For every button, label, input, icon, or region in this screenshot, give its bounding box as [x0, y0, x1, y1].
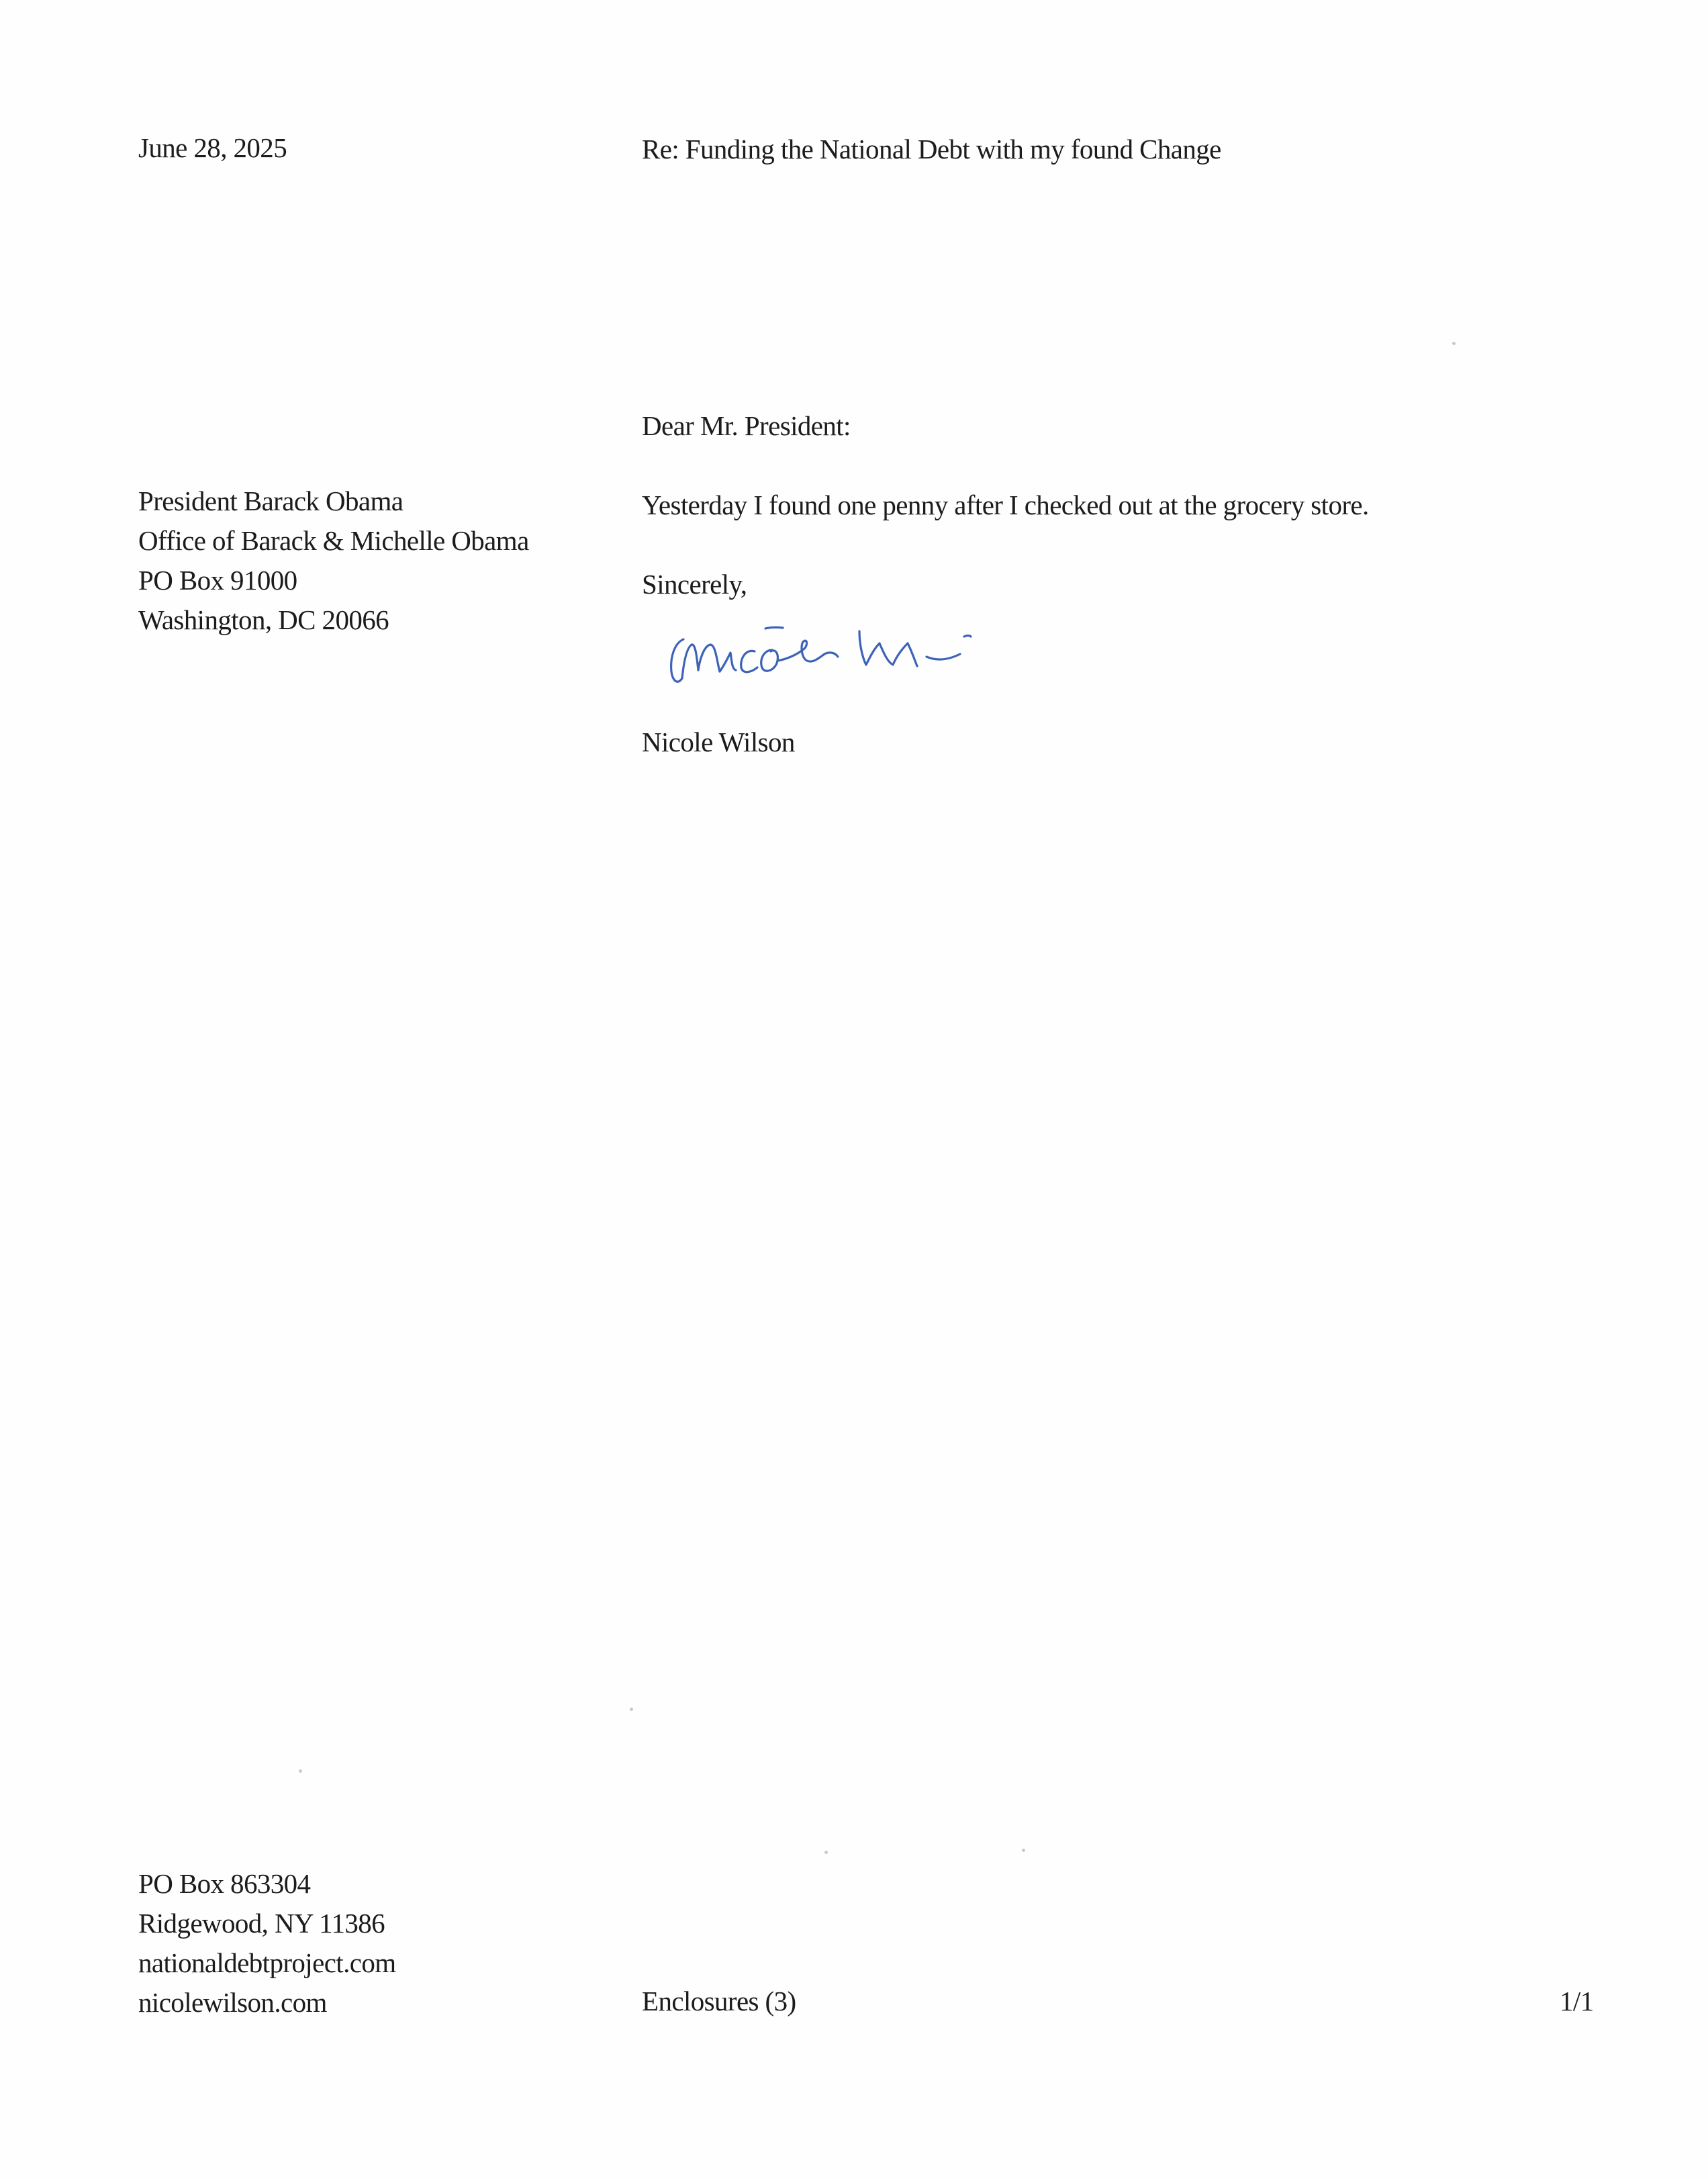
sender-po-box: PO Box 863304 [138, 1868, 311, 1899]
letter-body: Yesterday I found one penny after I checked out at the grocery store. [642, 490, 1369, 520]
sender-city: Ridgewood, NY 11386 [138, 1908, 385, 1939]
page-number: 1/1 [1560, 1986, 1594, 2016]
scan-speck [630, 1708, 633, 1711]
recipient-address [138, 481, 529, 640]
recipient-city: Washington, DC 20066 [138, 604, 389, 635]
recipient-office: Office of Barack & Michelle Obama [138, 525, 529, 556]
scan-speck [299, 1769, 302, 1773]
sender-website-project: nationaldebtproject.com [138, 1947, 396, 1978]
scan-speck [1452, 342, 1456, 345]
scan-speck [1022, 1849, 1025, 1852]
subject-line: Re: Funding the National Debt with my found Change [642, 134, 1221, 165]
recipient-name: President Barack Obama [138, 485, 404, 516]
handwritten-signature-icon [665, 604, 980, 695]
letter-date: June 28, 2025 [138, 132, 287, 163]
scan-speck [824, 1851, 828, 1854]
salutation: Dear Mr. President: [642, 410, 851, 441]
sender-address [138, 1864, 396, 2023]
sender-website-personal: nicolewilson.com [138, 1987, 327, 2018]
signer-name: Nicole Wilson [642, 727, 795, 757]
recipient-po-box: PO Box 91000 [138, 565, 297, 596]
enclosures-note: Enclosures (3) [642, 1986, 796, 2016]
closing: Sincerely, [642, 569, 747, 600]
